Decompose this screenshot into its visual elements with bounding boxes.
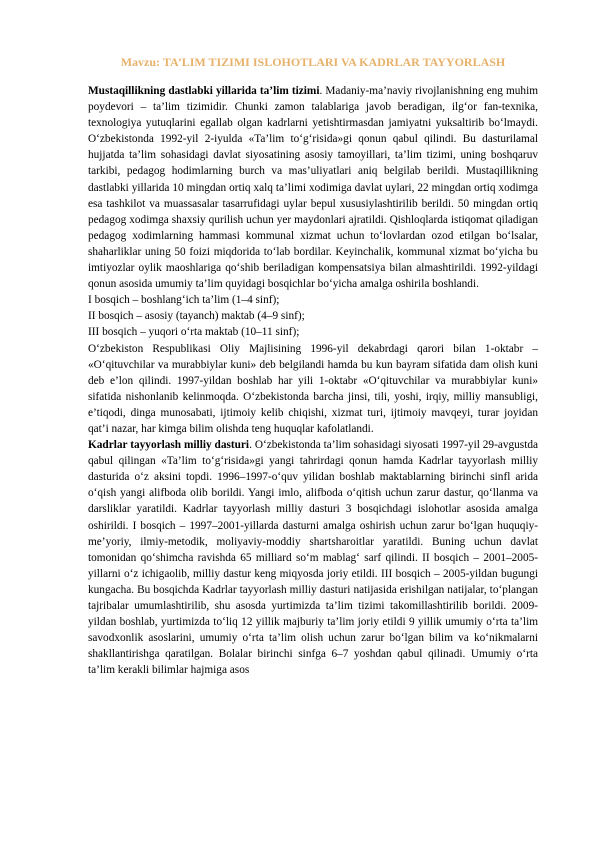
paragraph-teachers-day: [88, 341, 538, 438]
paragraph-national-program-text: . O‘zbekistonda ta’lim sohasidagi siyosati 1997-yil 29-avgustda qabul qilingan «Ta’lim to‘g‘risida»gi yangi tahrirdagi qonun hamda Kadrlar tayyorlash milliy dasturida o‘z aksini topdi. 1996–1997-o‘quv yilidan boshlab maktablarning birinchi sinfl arida o‘qish yangi alifboda olib borildi. Yangi imlo, alifboda o‘qitish uchun zarur dastur, qo‘llanma va darsliklar yaratildi. Kadrlar tayyorlash milliy dasturi 3 bosqichdagi islohotlar asosida amalga oshirildi. I bosqich – 1997–2001-yillarda dasturni amalga oshirish uchun zarur bo‘lgan huquqiy-me’yoriy, ilmiy-metodik, moliyaviy-moddiy shartsharoitlar yaratildi. Buning uchun davlat tomonidan qo‘shimcha ravishda 65 milliard so‘m mablag‘ sarf qilindi. II bosqich – 2001–2005-yillarni o‘z ichigaolib, milliy dastur keng miqyosda joriy etildi. III bosqich – 2005-yildan bugungi kungacha. Bu bosqichda Kadrlar tayyorlash milliy dasturi natijasida erishilgan natijalar, to‘plangan tajribalar umumlashtirilib, shu asosda yurtimizda ta’lim tizimi takomillashtirilib borildi. 2009-yildan boshlab, yurtimizda to‘liq 12 yillik majburiy ta’lim joriy etildi 9 yillik umumiy o‘rta ta’lim savodxonlik asoslarini, umumiy o‘rta ta’lim olish uchun zarur bo‘lgan bilim va ko‘nikmalarni shakllantirishga qaratilgan. Bolalar birinchi sinfga 6–7 yoshdan qabul qilinadi. Umumiy o‘rta ta’lim kerakli bilimlar hajmiga asos: [88, 439, 538, 677]
document-title-text: Mavzu: TA’LIM TIZIMI ISLOHOTLARI VA KADRLAR TAYYORLASH: [120, 55, 506, 69]
section-heading-education-system: Mustaqillikning dastlabki yillarida ta’lim tizimi: [88, 85, 320, 97]
stage-item-2: II bosqich – asosiy (tayanch) maktab (4–9 sinf);: [88, 310, 305, 323]
section-heading-national-program: Kadrlar tayyorlash milliy dasturi: [88, 439, 250, 452]
paragraph-national-program: [88, 437, 538, 678]
stage-item-3: III bosqich – yuqori o‘rta maktab (10–11 sinf);: [88, 326, 300, 339]
paragraph-teachers-day-text: O‘zbekiston Respublikasi Oliy Majlisining 1996-yil dekabrdagi qarori bilan 1-oktabr – «O‘qituvchilar va murabbiylar kuni» deb belgilandi hamda bu kun bayram sifatida dam olish kuni deb e’lon qilindi. 1997-yildan boshlab har yili 1-oktabr «O‘qituvchilar va murabbiylar kuni» sifatida nishonlanib kelinmoqda. O‘zbekistonda barcha jinsi, tili, yoshi, irqiy, milliy mansubligi, e’tiqodi, dinga munosabati, ijtimoiy kelib chiqishi, xizmat turi, ijtimoiy mavqeyi, turar joyidan qat’i nazar, har kimga bilim olishda teng huquqlar kafolatlandi.: [88, 342, 538, 435]
stage-item-1: I bosqich – boshlang‘ich ta’lim (1–4 sinf);: [88, 294, 280, 307]
paragraph-education-system: [88, 83, 538, 292]
paragraph-education-system-text: . Madaniy-ma’naviy rivojlanishning eng muhim poydevori – ta’lim tizimidir. Chunki zamon talablariga javob beradigan, ilg‘or fan-texnika, texnologiya yutuqlarini egallab olgan kadrlarni yetishtirmasdan jamiyatni yuksaltirib bo‘lmaydi. O‘zbekistonda 1992-yil 2-iyulda «Ta’lim to‘g‘risida»gi qonun qabul qilindi. Bu dasturilamal hujjatda ta’lim sohasidagi davlat siyosatining asosiy tamoyillari, ta’lim tizimi, uning boshqaruv tarkibi, pedagog hodimlarning burch va mas’uliyatlari aniq belgilab berildi. Mustaqillikning dastlabki yillarida 10 mingdan ortiq xalq ta’limi xodimiga davlat uylari, 22 mingdan ortiq xodimga esa tashkilot va muassasalar tasarrufidagi uylar bepul xususiylashtirilib berildi. 50 mingdan ortiq pedagog xodimga shaxsiy qurilish uchun yer maydonlari ajratildi. Qishloqlarda istiqomat qiladigan pedagog xodimlarning hammasi kommunal xizmat uchun to‘lovlardan ozod etilgan bo‘lsalar, shaharliklar uning 50 foizi miqdorida to‘lab bordilar. Keyinchalik, kommunal xizmat bo‘yicha bu imtiyozlar oylik maoshlariga qo‘shib beriladigan kompensatsiya bilan almashtirildi. 1992-yildagi qonun asosida umumiy ta’lim quyidagi bosqichlar bo‘yicha amalga oshirila boshlandi.: [88, 85, 538, 291]
document-title: [88, 54, 538, 70]
document-page: [88, 54, 538, 678]
